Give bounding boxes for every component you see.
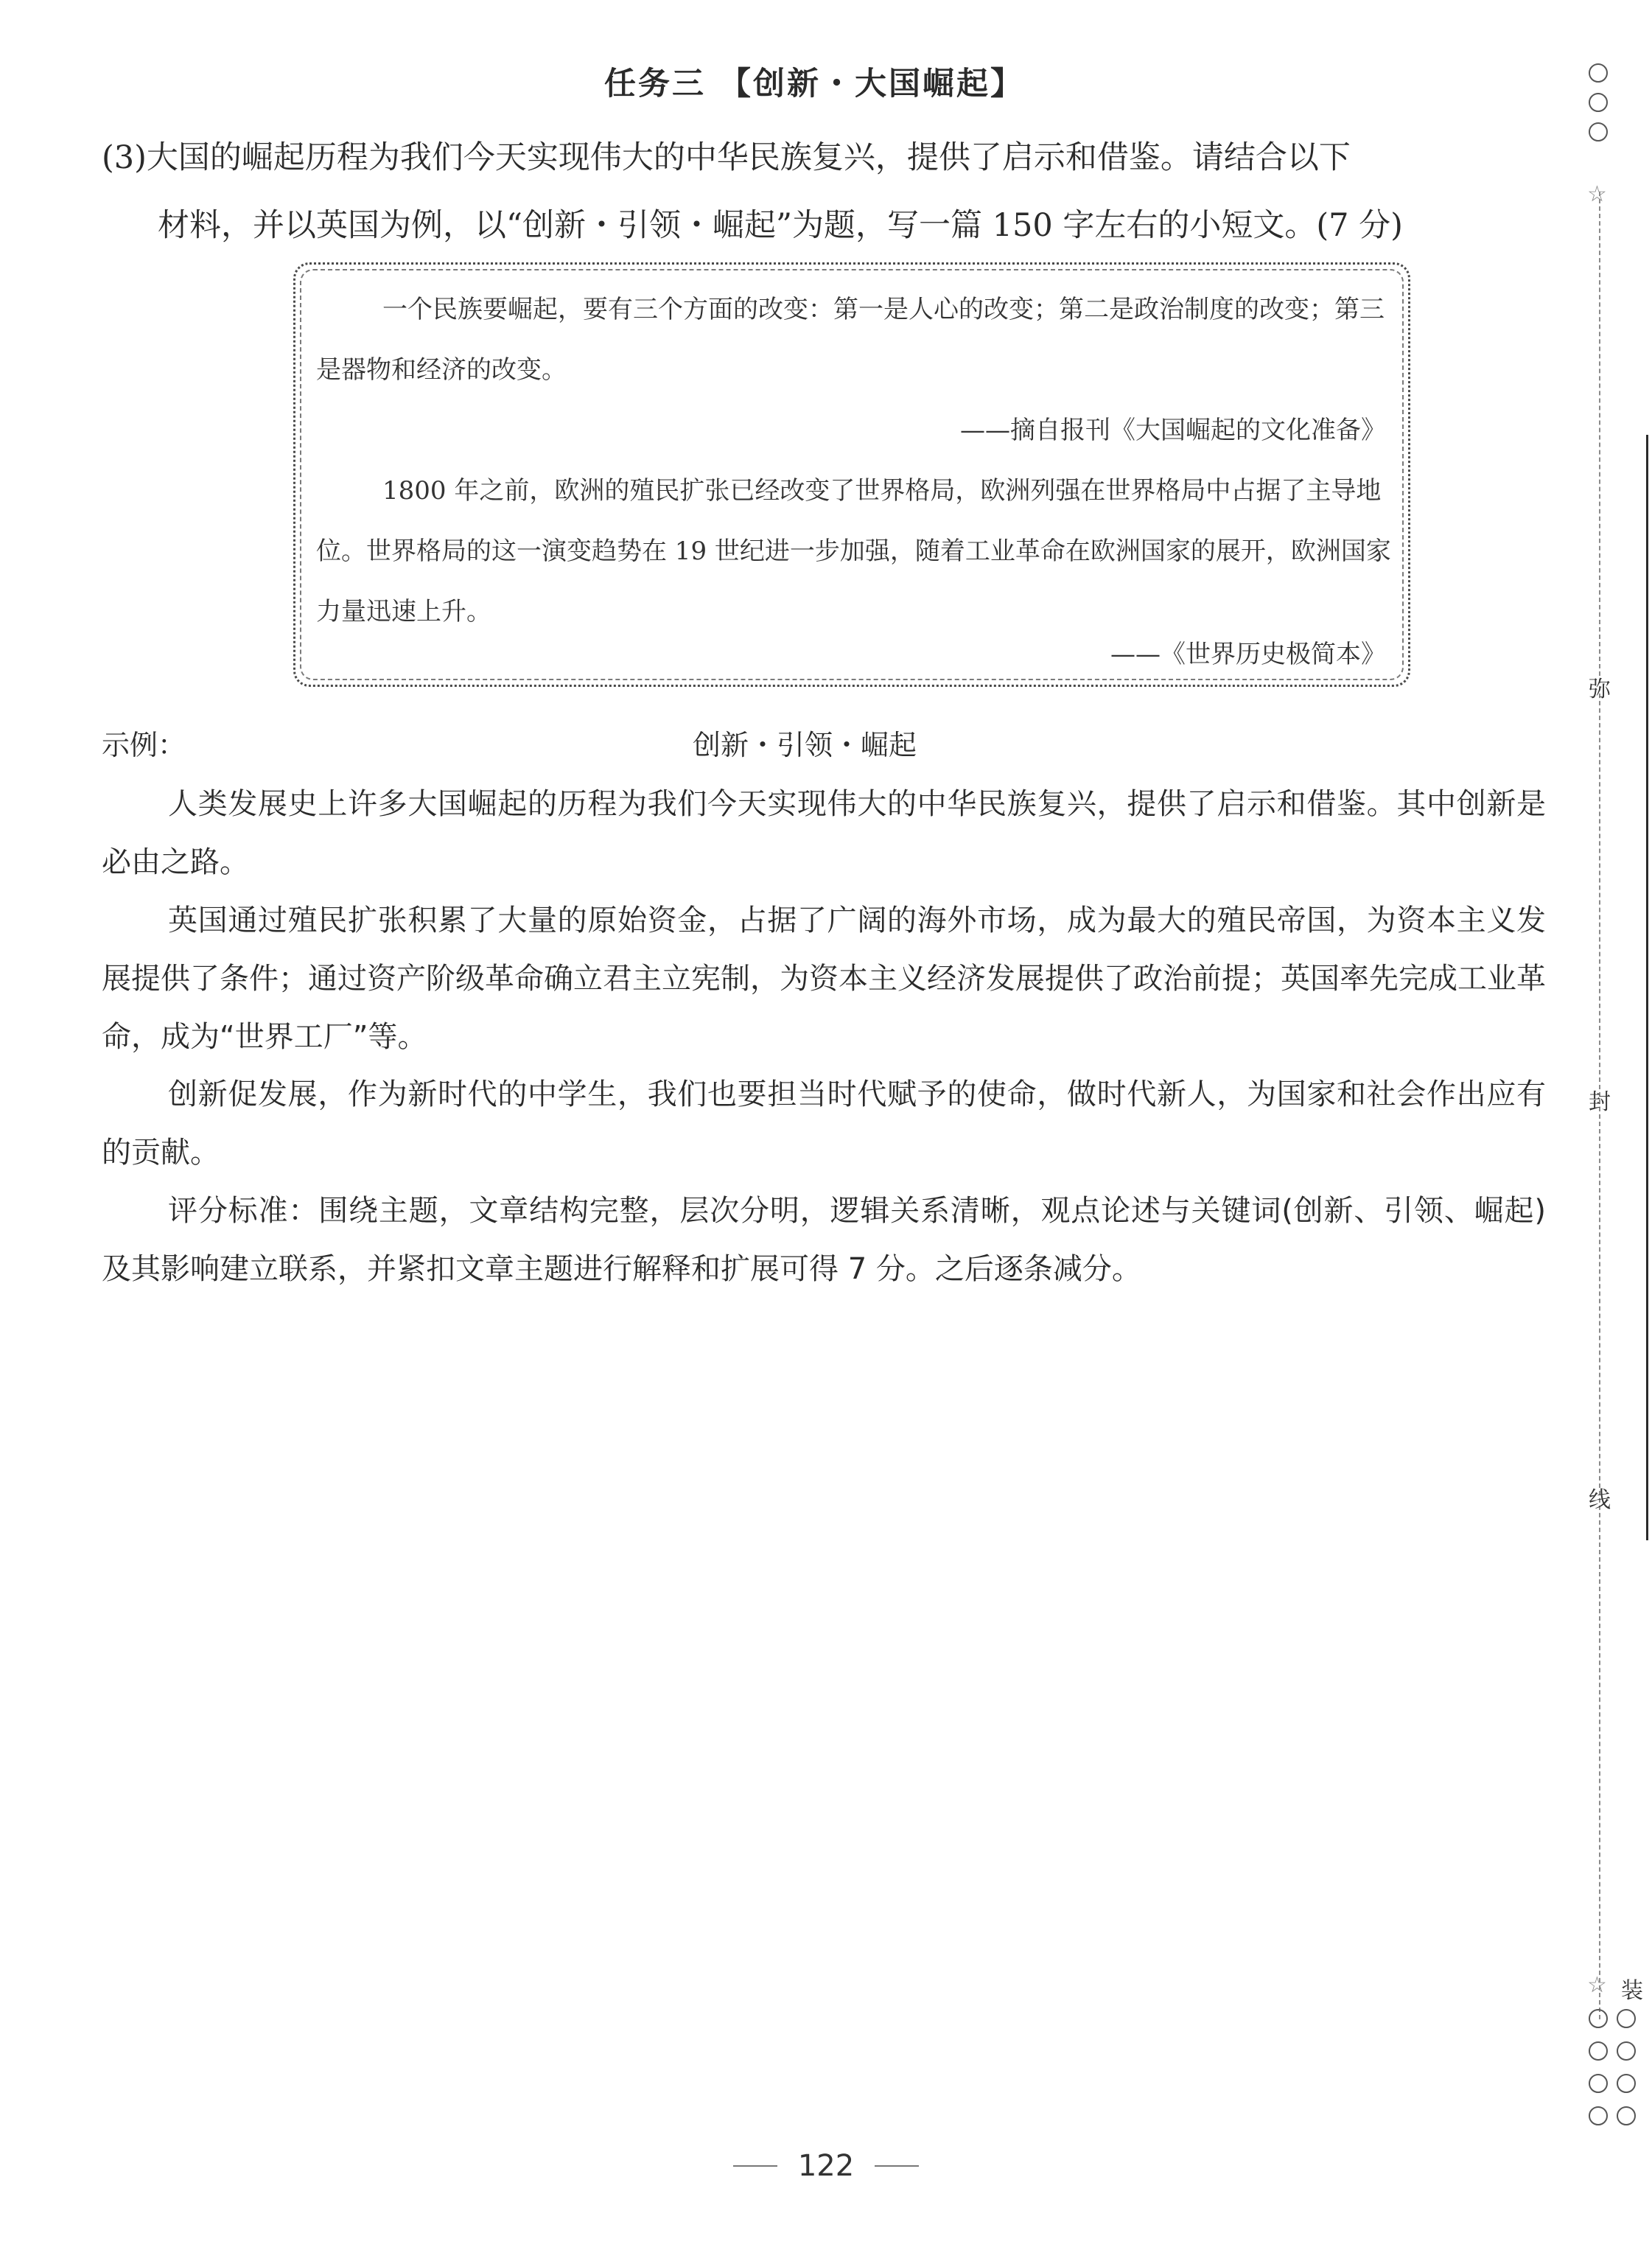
star-icon: ☆: [1587, 181, 1607, 207]
material-source-1: ——摘自报刊《大国崛起的文化准备》: [960, 416, 1386, 445]
binding-hole-icon: [1589, 63, 1608, 83]
page-number: 122: [797, 2149, 855, 2183]
star-icon: ☆: [1587, 1972, 1607, 1998]
binding-hole-icon: [1589, 2009, 1608, 2028]
question: [102, 124, 1568, 259]
binding-hole-icon: [1589, 2106, 1608, 2125]
binding-hole-icon: [1617, 2106, 1636, 2125]
scoring-criteria: 评分标准：围绕主题，文章结构完整，层次分明，逻辑关系清晰，观点论述与关键词(创新、引领、崛起)及其影响建立联系，并紧扣文章主题进行解释和扩展可得 7 分。之后逐条减分。: [102, 1194, 1546, 1286]
example-title: 创新・引领・崛起: [693, 729, 917, 761]
question-line-2: 材料，并以英国为例，以“创新・引领・崛起”为题，写一篇 150 字左右的小短文。(7 分): [158, 207, 1403, 244]
binding-edge-line: [1646, 435, 1648, 1540]
example-paragraph-2: 英国通过殖民扩张积累了大量的原始资金，占据了广阔的海外市场，成为最大的殖民帝国，为资本主义发展提供了条件；通过资产阶级革命确立君主立宪制，为资本主义经济发展提供了政治前提；英国率先完成工业革命，成为“世界工厂”等。: [102, 904, 1546, 1054]
material-paragraph-2: 1800 年之前，欧洲的殖民扩张已经改变了世界格局，欧洲列强在世界格局中占据了主导地位。世界格局的这一演变趋势在 19 世纪进一步加强，随着工业革命在欧洲国家的展开，欧洲国家力量迅速上升。: [316, 476, 1391, 626]
question-line-1: (3)大国的崛起历程为我们今天实现伟大的中华民族复兴，提供了启示和借鉴。请结合以下: [102, 139, 1351, 176]
binding-hole-icon: [1589, 2074, 1608, 2093]
binding-hole-icon: [1617, 2009, 1636, 2028]
example-label: 示例：: [102, 729, 186, 761]
binding-margin: [1584, 52, 1652, 2174]
material-source-2: ——《世界历史极简本》: [1110, 640, 1386, 669]
example-paragraph-1: 人类发展史上许多大国崛起的历程为我们今天实现伟大的中华民族复兴，提供了启示和借鉴。其中创新是必由之路。: [102, 787, 1546, 879]
binding-hole-icon: [1589, 122, 1608, 142]
binding-char: 装: [1621, 1978, 1643, 2004]
material-box: [293, 262, 1410, 687]
binding-char: 线: [1589, 1487, 1611, 1513]
binding-char: 弥: [1589, 677, 1611, 702]
task-title: 任务三 【创新・大国崛起】: [604, 66, 1024, 102]
binding-hole-icon: [1589, 93, 1608, 112]
binding-hole-icon: [1589, 2041, 1608, 2061]
material-paragraph-1: 一个民族要崛起，要有三个方面的改变：第一是人心的改变；第二是政治制度的改变；第三是器物和经济的改变。: [316, 295, 1385, 385]
binding-hole-icon: [1617, 2074, 1636, 2093]
binding-char: 封: [1589, 1089, 1611, 1115]
page-number-footer: [0, 2140, 1652, 2183]
divider: [733, 2165, 777, 2167]
example-paragraph-3: 创新促发展，作为新时代的中学生，我们也要担当时代赋予的使命，做时代新人，为国家和社会作出应有的贡献。: [102, 1077, 1546, 1170]
binding-hole-icon: [1617, 2041, 1636, 2061]
divider: [875, 2165, 919, 2167]
